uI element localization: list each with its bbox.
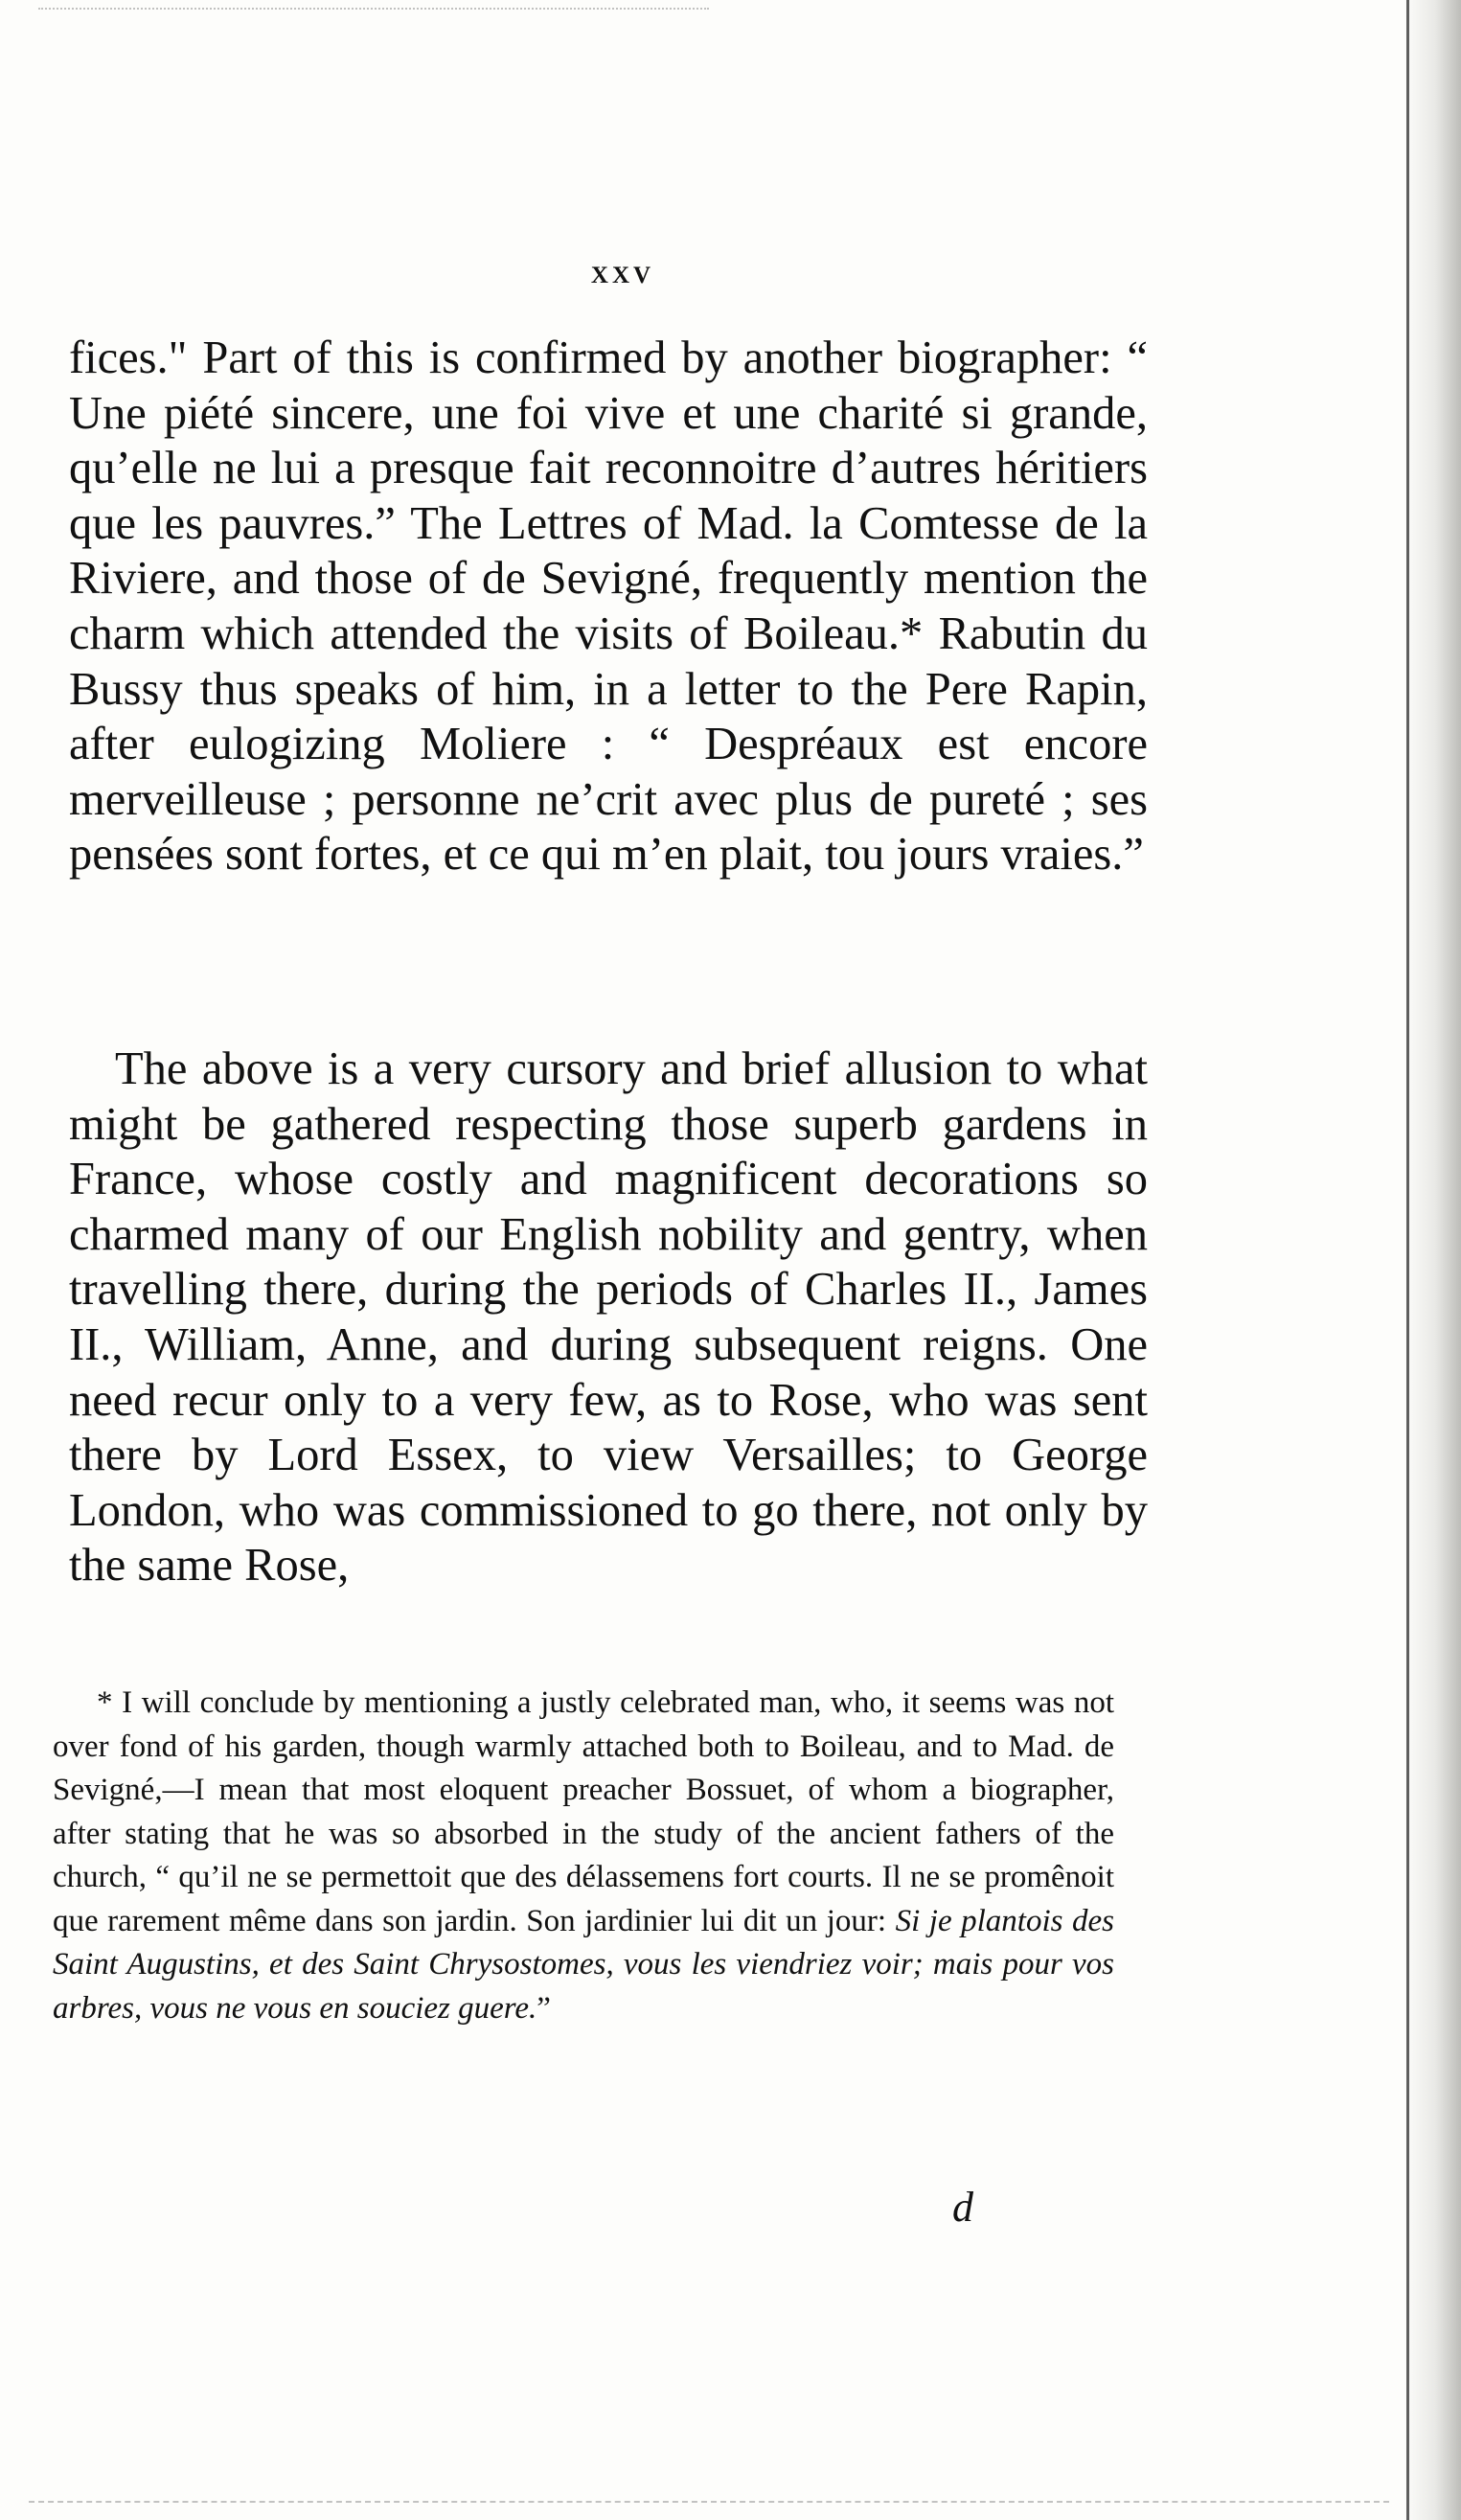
footnote [53, 1682, 1114, 2030]
page-right-shadow [1404, 0, 1461, 2520]
page-fold-line [1406, 0, 1409, 2520]
body-paragraph-1: fices." Part of this is confirmed by another biographer: “ Une piété sincere, une foi vive et une charité si grande, qu’elle ne lui a presque fait reconnoitre d’autres héritiers que les pauvres.” The Lettres of Mad. la Comtesse de la Riviere, and those of de Sevigné, frequently mention the charm which attended the visits of Boileau.* Rabutin du Bussy thus speaks of him, in a letter to the Pere Rapin, after eulogizing Moliere : “ Despréaux est encore merveilleuse ; personne ne’crit avec plus de pureté ; ses pensées sont fortes, et ce qui m’en plait, tou jours vraies.” [69, 332, 1148, 881]
footnote-italic-quote: Si je plantois des Saint Augustins, et des Saint Chrysostomes, vous les viendriez voir; mais pour vos arbres, vous ne vous en souciez guere. [53, 1903, 1114, 2026]
page-top-edge [38, 0, 709, 10]
signature-mark: d [952, 2184, 973, 2231]
footnote-text: * I will conclude by mentioning a justly celebrated man, who, it seems was not over fond of his garden, though warmly attached both to Boileau, and to Mad. de Sevigné,—I mean that most eloquent preacher Bossuet, of whom a biographer, after stating that he was so absorbed in the study of the ancient fathers of the church, “ qu’il ne se permettoit que des délassemens fort courts. Il ne se promênoit que rarement même dans son jardin. Son jardinier lui dit un jour: [53, 1685, 1114, 1938]
body-paragraph-2: The above is a very cursory and brief allusion to what might be gathered respecting those superb gardens in France, whose costly and magnificent decorations so charmed many of our English nobility and gentry, when travelling there, during the periods of Charles II., James II., William, Anne, and during subsequent reigns. One need recur only to a very few, as to Rose, who was sent there by Lord Essex, to view Versailles; to George London, who was commissioned to go there, not only by the same Rose, [69, 1043, 1148, 1592]
page-bottom-edge [29, 2501, 1389, 2506]
footnote-closing-quote: ” [536, 1990, 551, 2026]
page-number: xxv [590, 252, 655, 290]
